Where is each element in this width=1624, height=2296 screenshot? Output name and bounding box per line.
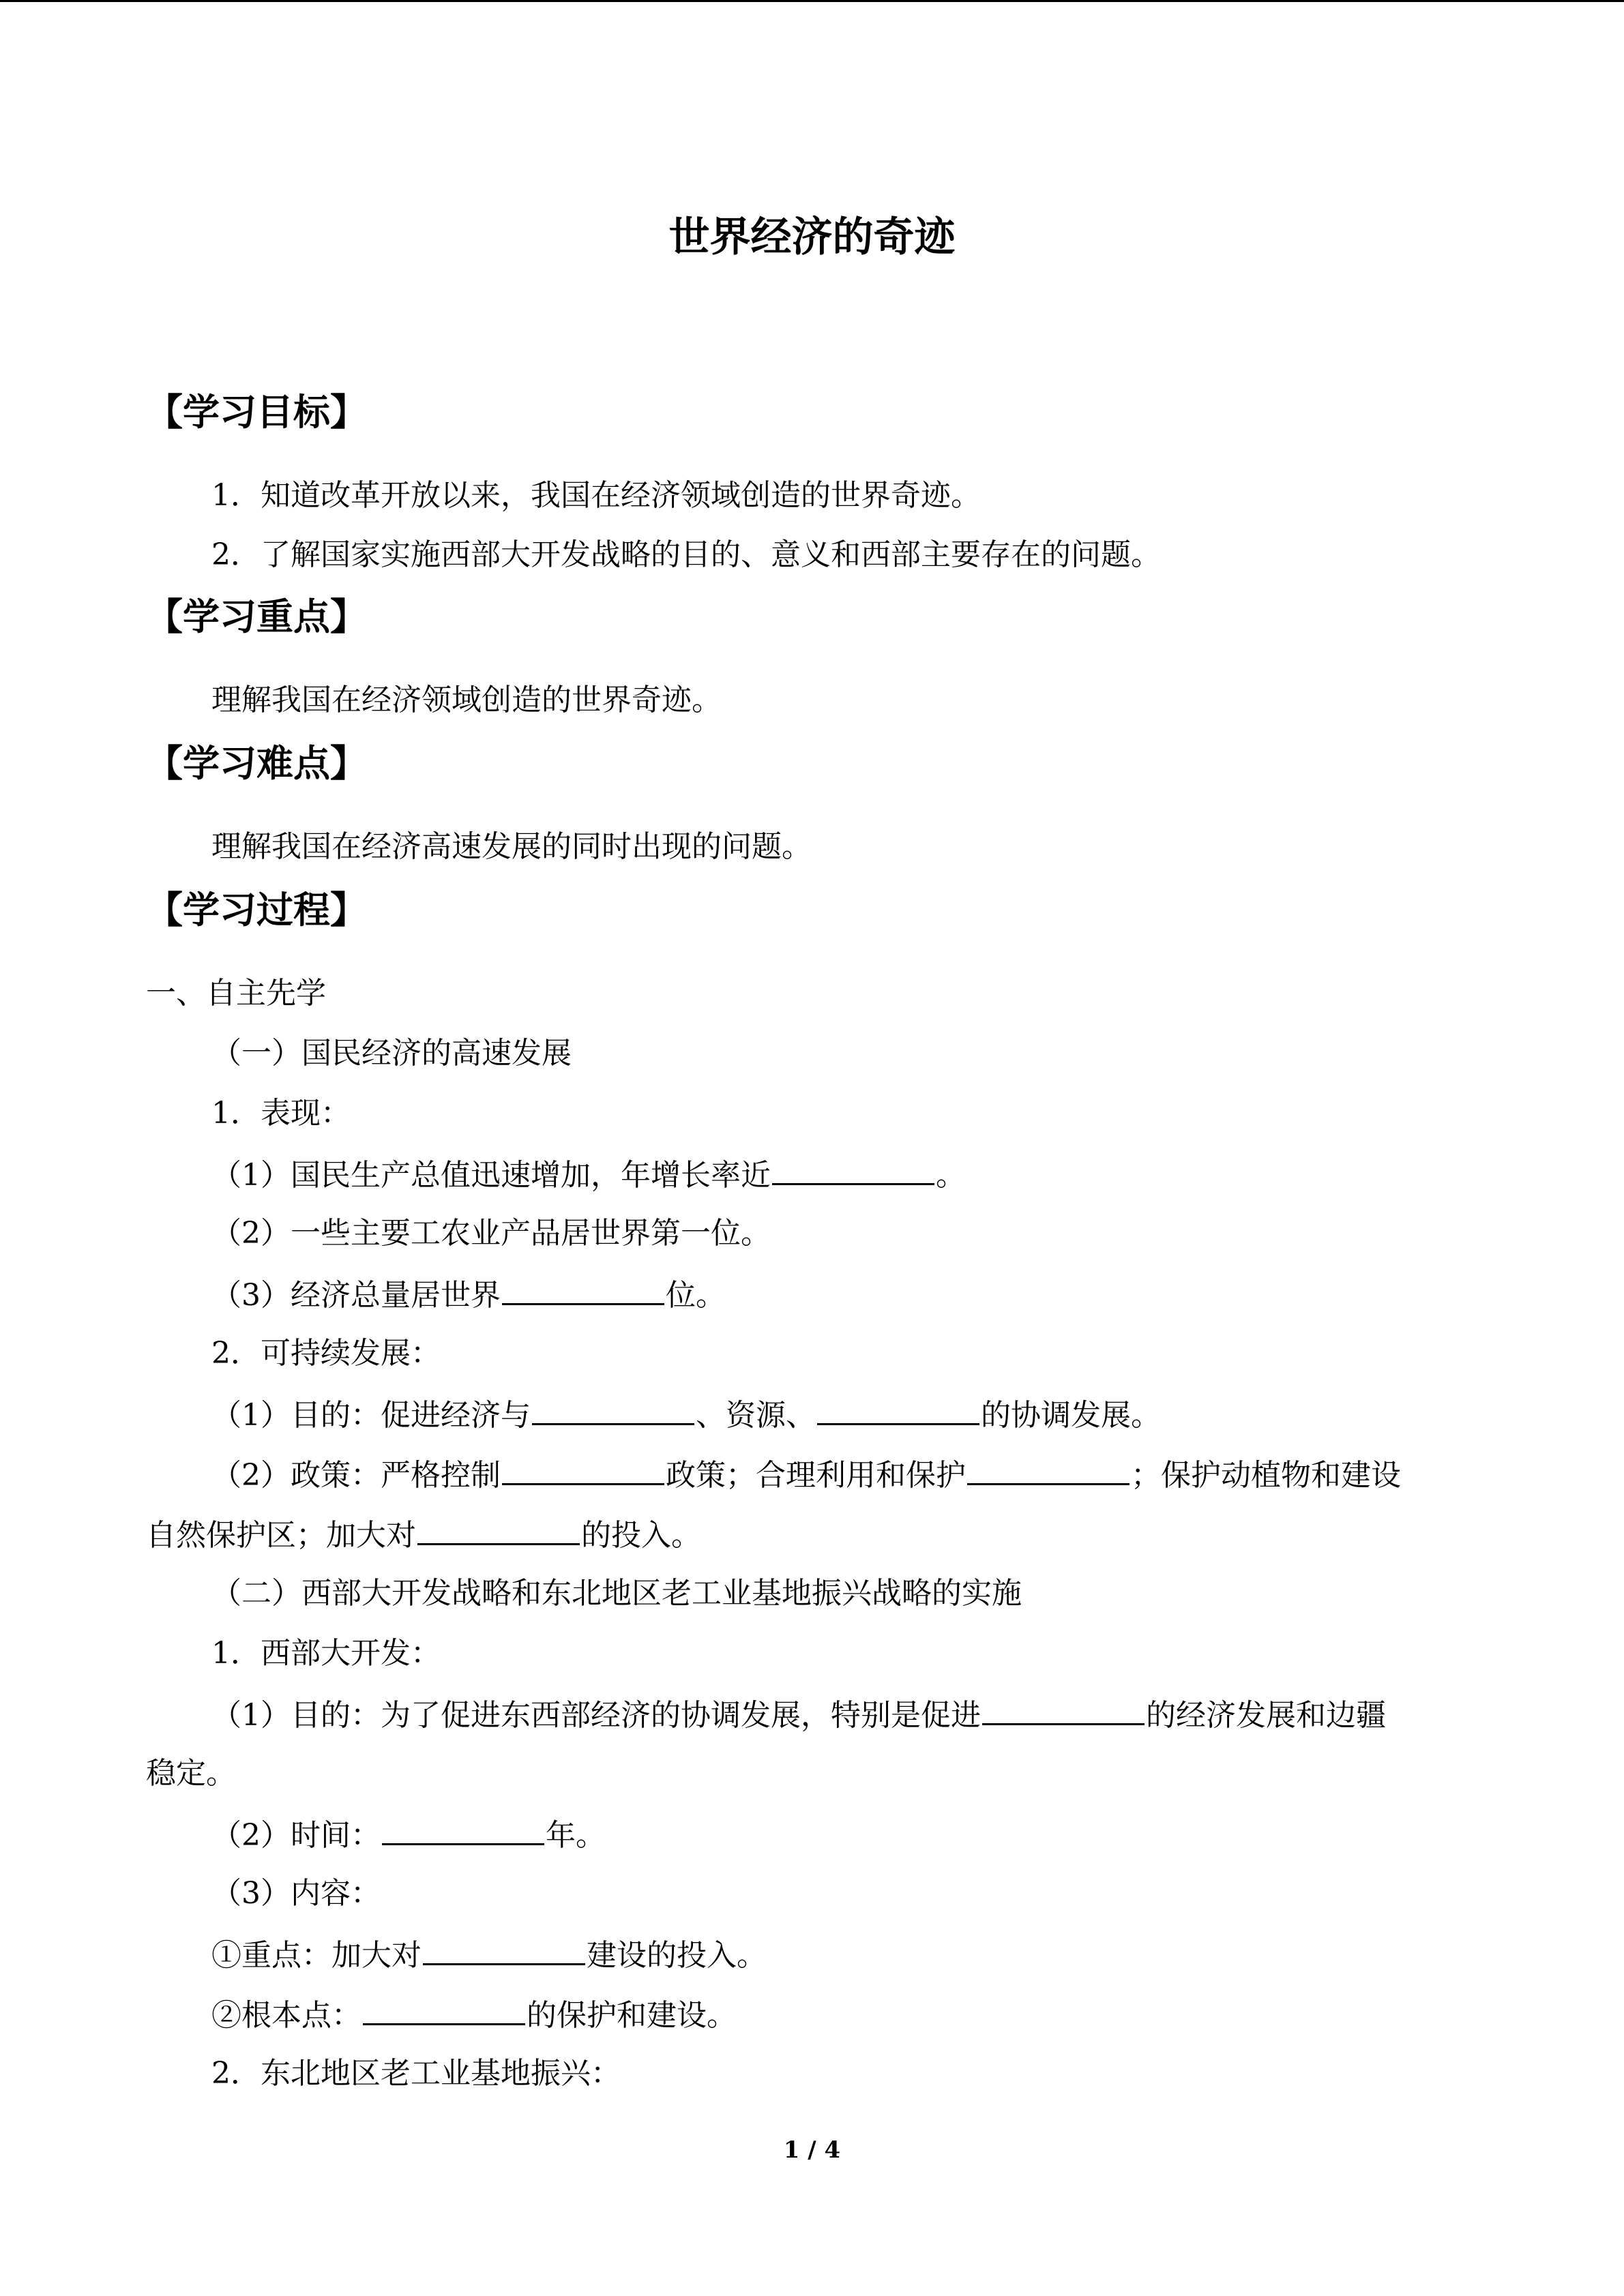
fill-in-blank[interactable] [382, 1813, 544, 1845]
fill-in-blank[interactable] [967, 1453, 1130, 1485]
question-text: （1）目的：促进经济与 [211, 1398, 531, 1433]
question-text: （3）经济总量居世界 [211, 1278, 501, 1313]
question-text: 。 [936, 1158, 966, 1193]
section-heading-difficulty: 【学习难点】 [146, 742, 367, 785]
question-line-4 [211, 1393, 1161, 1436]
question-text: 的协调发展。 [981, 1398, 1161, 1433]
question-line-2: （2）一些主要工农业产品居世界第一位。 [211, 1216, 771, 1251]
difficulty-text: 理解我国在经济高速发展的同时出现的问题。 [211, 829, 812, 864]
item-heading-2: 2．可持续发展： [211, 1336, 441, 1371]
question-line-12 [211, 1993, 737, 2036]
question-text: 位。 [666, 1278, 726, 1313]
fill-in-blank[interactable] [502, 1453, 664, 1485]
goal-item-1: 1．知道改革开放以来，我国在经济领域创造的世界奇迹。 [211, 478, 981, 513]
question-line-11 [211, 1933, 767, 1976]
question-line-8: 稳定。 [146, 1756, 236, 1791]
question-text: （1）国民生产总值迅速增加，年增长率近 [211, 1158, 771, 1193]
fill-in-blank[interactable] [423, 1933, 585, 1965]
question-text: 自然保护区；加大对 [146, 1518, 416, 1553]
part-heading: 一、自主先学 [146, 976, 326, 1011]
question-text: （2）时间： [211, 1818, 381, 1853]
question-line-7 [211, 1693, 1386, 1736]
question-text: 年。 [546, 1818, 606, 1853]
focus-text: 理解我国在经济领域创造的世界奇迹。 [211, 683, 722, 717]
question-line-1 [211, 1153, 966, 1196]
question-text: 的投入。 [581, 1518, 701, 1553]
question-line-3 [211, 1273, 726, 1316]
subsection-heading-1: （一）国民经济的高速发展 [211, 1036, 572, 1071]
fill-in-blank[interactable] [502, 1273, 664, 1305]
section-heading-process: 【学习过程】 [146, 889, 367, 931]
fill-in-blank[interactable] [417, 1513, 580, 1545]
item-heading-1: 1．表现： [211, 1096, 351, 1131]
question-line-9 [211, 1813, 606, 1856]
fill-in-blank[interactable] [817, 1393, 979, 1425]
fill-in-blank[interactable] [982, 1693, 1145, 1725]
page-number: 1 / 4 [783, 2136, 841, 2164]
fill-in-blank[interactable] [772, 1153, 934, 1185]
question-text: 建设的投入。 [587, 1938, 767, 1973]
question-text: ；保护动植物和建设 [1131, 1458, 1401, 1493]
question-line-6 [146, 1513, 701, 1556]
question-text: ②根本点： [211, 1998, 361, 2033]
question-line-5 [211, 1453, 1401, 1496]
question-text: 的经济发展和边疆 [1146, 1698, 1386, 1733]
top-border-rule [0, 0, 1624, 2]
question-text: ①重点：加大对 [211, 1938, 422, 1973]
section-heading-goals: 【学习目标】 [146, 391, 367, 434]
subsection-heading-2: （二）西部大开发战略和东北地区老工业基地振兴战略的实施 [211, 1576, 1022, 1611]
question-line-10: （3）内容： [211, 1876, 381, 1911]
document-title: 世界经济的奇迹 [668, 213, 956, 261]
goal-item-2: 2．了解国家实施西部大开发战略的目的、意义和西部主要存在的问题。 [211, 537, 1161, 572]
question-text: 、资源、 [696, 1398, 816, 1433]
item-heading-4: 2．东北地区老工业基地振兴： [211, 2056, 621, 2091]
question-text: （2）政策：严格控制 [211, 1458, 501, 1493]
question-text: 的保护和建设。 [527, 1998, 737, 2033]
item-heading-3: 1．西部大开发： [211, 1636, 441, 1671]
question-text: （1）目的：为了促进东西部经济的协调发展，特别是促进 [211, 1698, 981, 1733]
question-text: 政策；合理利用和保护 [666, 1458, 966, 1493]
fill-in-blank[interactable] [532, 1393, 694, 1425]
section-heading-focus: 【学习重点】 [146, 595, 367, 638]
fill-in-blank[interactable] [363, 1993, 525, 2025]
